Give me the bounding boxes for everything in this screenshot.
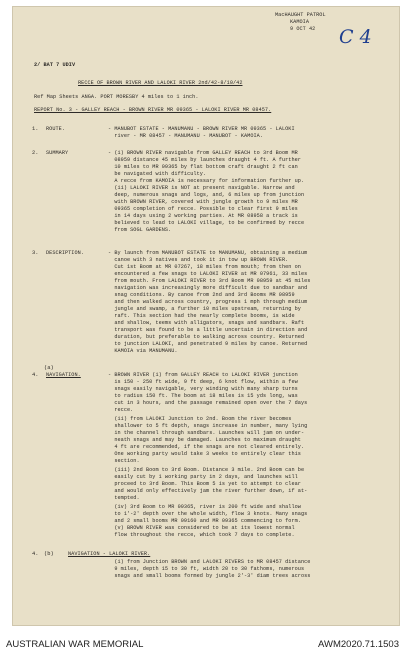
origin-line-2: KAMOIA	[290, 19, 309, 25]
description-line: Cut 1st Boom at MR 07267, 18 miles from mouth; from then on	[108, 264, 301, 270]
navigation-line: easily cut by 1 working party in 2 days, and launches will	[108, 474, 298, 480]
description-line: transport was found to be a little uncertain in direction and	[108, 327, 308, 333]
navigation-line: 4 ft are recommended, if the snags are not cleared entirely.	[108, 444, 305, 450]
division-line: 2/ BAT 7 UDIV	[34, 62, 76, 68]
navigation-line: to radius 150 ft. The boom at 18 miles is 15 yds long, was	[108, 393, 298, 399]
description-line: raft. This section had the nearly complete booms, is wide	[108, 313, 295, 319]
navigation-line: (iii) 2nd Boom to 3rd Boom. Distance 3 mile. 2nd Boom can be	[108, 467, 305, 473]
description-line: jungle and swamp, a further 10 miles upstream, returning by	[108, 306, 301, 312]
navigation-line: recce.	[108, 407, 134, 413]
navigation-line: shallower to 5 ft depth, snags increase in number, many lying	[108, 423, 308, 429]
description-line: duration, but preferable to walking across country. Returned	[108, 334, 305, 340]
handwritten-reference: C 4	[339, 26, 372, 48]
report-number: REPORT No. 3 - GALLEY REACH - BROWN RIVER MR 09365 - LALOKI RIVER MR 08457.	[34, 107, 272, 113]
description-line: canoe with 3 natives and took it in tow up BROWN RIVER.	[108, 257, 289, 263]
summary-line: 09365 completion of recce. Possible to clear first 9 miles	[108, 206, 298, 212]
navigation-line: (v) BROWN RIVER was considered to be at its lowest normal	[108, 525, 295, 531]
description-line: navigation was increasingly more difficult due to sandbar and	[108, 285, 308, 291]
section-3-number: 3.	[32, 250, 39, 256]
summary-line: believed to lead to LALOKI village, to be confirmed by recce	[108, 220, 305, 226]
navigation-b-line: (i) from Junction BROWN and LALOKI RIVERS to MR 08457 distance	[108, 559, 311, 565]
description-line: - By launch from MANUBOT ESTATE to MANUMANU, obtaining a medium	[108, 250, 308, 256]
section-4b-subnumber: (b)	[44, 551, 54, 557]
navigation-line: neath snags and may be damaged. Launches to maximum draught	[108, 437, 301, 443]
navigation-line: (ii) from LALOKI Junction to 2nd. Boom the river becomes	[108, 416, 292, 422]
navigation-line: flow throughout the recce, which took 7 days to complete.	[108, 532, 295, 538]
summary-line: deep, numerous snags and logs, and, 6 miles up from junction	[108, 192, 305, 198]
section-2-number: 2.	[32, 150, 39, 156]
navigation-line: to 1'-2' depth over the whole width, flow 3 knots. Many snags	[108, 511, 308, 517]
document-page	[12, 6, 400, 626]
description-line: encountered a few snags to LALOKI RIVER at MR 07961, 33 miles	[108, 271, 308, 277]
section-1-number: 1.	[32, 126, 39, 132]
summary-line: (ii) LALOKI RIVER is NOT at present navigable. Narrow and	[108, 185, 295, 191]
section-1-heading: ROUTE.	[46, 126, 65, 132]
summary-line: 08959 distance 45 miles by launches draught 4 ft. A further	[108, 157, 301, 163]
section-4a-number: 4.	[32, 372, 39, 378]
navigation-line: and would only effectively jam the river further down, if at-	[108, 488, 308, 494]
section-4b-number: 4.	[32, 551, 39, 557]
report-title: RECCE OF BROWN RIVER AND LALOKI RIVER 2nd/42-8/10/42	[78, 80, 243, 86]
navigation-line: tempted.	[108, 495, 140, 501]
origin-line-3: 9 OCT 42	[290, 26, 316, 32]
summary-line: A recce from KAMOIA is necessary for information further up.	[108, 178, 305, 184]
summary-line: from SOGL GARDENS.	[108, 227, 172, 233]
navigation-line: and 2 small booms MR 09160 and MR 09365 commencing to form.	[108, 518, 301, 524]
navigation-line: One working party would take 3 weeks to entirely clear this	[108, 451, 301, 457]
navigation-line: - BROWN RIVER (i) from GALLEY REACH to LALOKI RIVER junction	[108, 372, 298, 378]
section-4a-subnumber: (a)	[44, 365, 54, 371]
archive-footer	[0, 628, 407, 653]
summary-line: in 14 days using 2 working parties. At MR 08958 a track is	[108, 213, 298, 219]
map-reference: Ref Map Sheets ANGA. PORT MORESBY 4 miles to 1 inch.	[34, 94, 199, 100]
summary-line: be navigated with difficulty.	[108, 171, 207, 177]
navigation-line: in the channel through sandbars. Launches will jam on under-	[108, 430, 305, 436]
description-line: and then walked across country, progress 1 mph through medium	[108, 299, 308, 305]
section-2-heading: SUMMARY	[46, 150, 69, 156]
navigation-line: cut in 3 hours, and the passage remained open over the 7 days	[108, 400, 308, 406]
description-line: snag conditions. By canoe from 2nd and 3rd Booms MR 08959	[108, 292, 295, 298]
summary-line: 10 miles to MR 09365 by flat bottom craft draught 2 ft can	[108, 164, 298, 170]
description-line: KAMOIA via MANUMANU.	[108, 348, 178, 354]
archive-source: AUSTRALIAN WAR MEMORIAL	[6, 639, 144, 650]
section-3-heading: DESCRIPTION.	[46, 250, 84, 256]
navigation-line: snags easily navigable, very winding with many sharp turns	[108, 386, 298, 392]
navigation-b-line: 9 miles, depth 15 to 30 ft, width 20 to 30 fathoms, numerous	[108, 566, 305, 572]
description-line: to junction LALOKI, and penetrated 9 miles by canoe. Returned	[108, 341, 308, 347]
navigation-line: section.	[108, 458, 140, 464]
section-4b-heading: NAVIGATION - LALOKI RIVER.	[68, 551, 151, 557]
route-line: river - MR 08457 - MANUMANU - MANUBOT - KAMOIA.	[108, 133, 263, 139]
route-line: - MANUBOT ESTATE - MANUMANU - BROWN RIVER MR 09365 - LALOKI	[108, 126, 295, 132]
description-line: from mouth. From LALOKI RIVER to 3rd Boom MR 08959 at 45 miles	[108, 278, 311, 284]
navigation-line: (iv) 3rd Boom to MR 09365, river is 200 ft wide and shallow	[108, 504, 301, 510]
description-line: and shallow, teems with alligators, snags and sandbars. Raft	[108, 320, 305, 326]
navigation-line: is 150 - 250 ft wide, 9 ft deep, 6 knot flow, within a few	[108, 379, 298, 385]
section-4a-heading: NAVIGATION.	[46, 372, 81, 378]
origin-line-1: MacHAUGHT PATROL	[275, 12, 326, 18]
summary-line: - (i) BROWN RIVER navigable from GALLEY REACH to 3rd Boom MR	[108, 150, 298, 156]
archive-item-id: AWM2020.71.1503	[318, 639, 399, 650]
navigation-b-line: snags and small booms formed by jungle 2'-3' diam trees across	[108, 573, 311, 579]
summary-line: with BROWN RIVER, covered with jungle growth to 9 miles MR	[108, 199, 298, 205]
navigation-line: proceed to 3rd Boom. This Boom 5 is yet to attempt to clear	[108, 481, 301, 487]
